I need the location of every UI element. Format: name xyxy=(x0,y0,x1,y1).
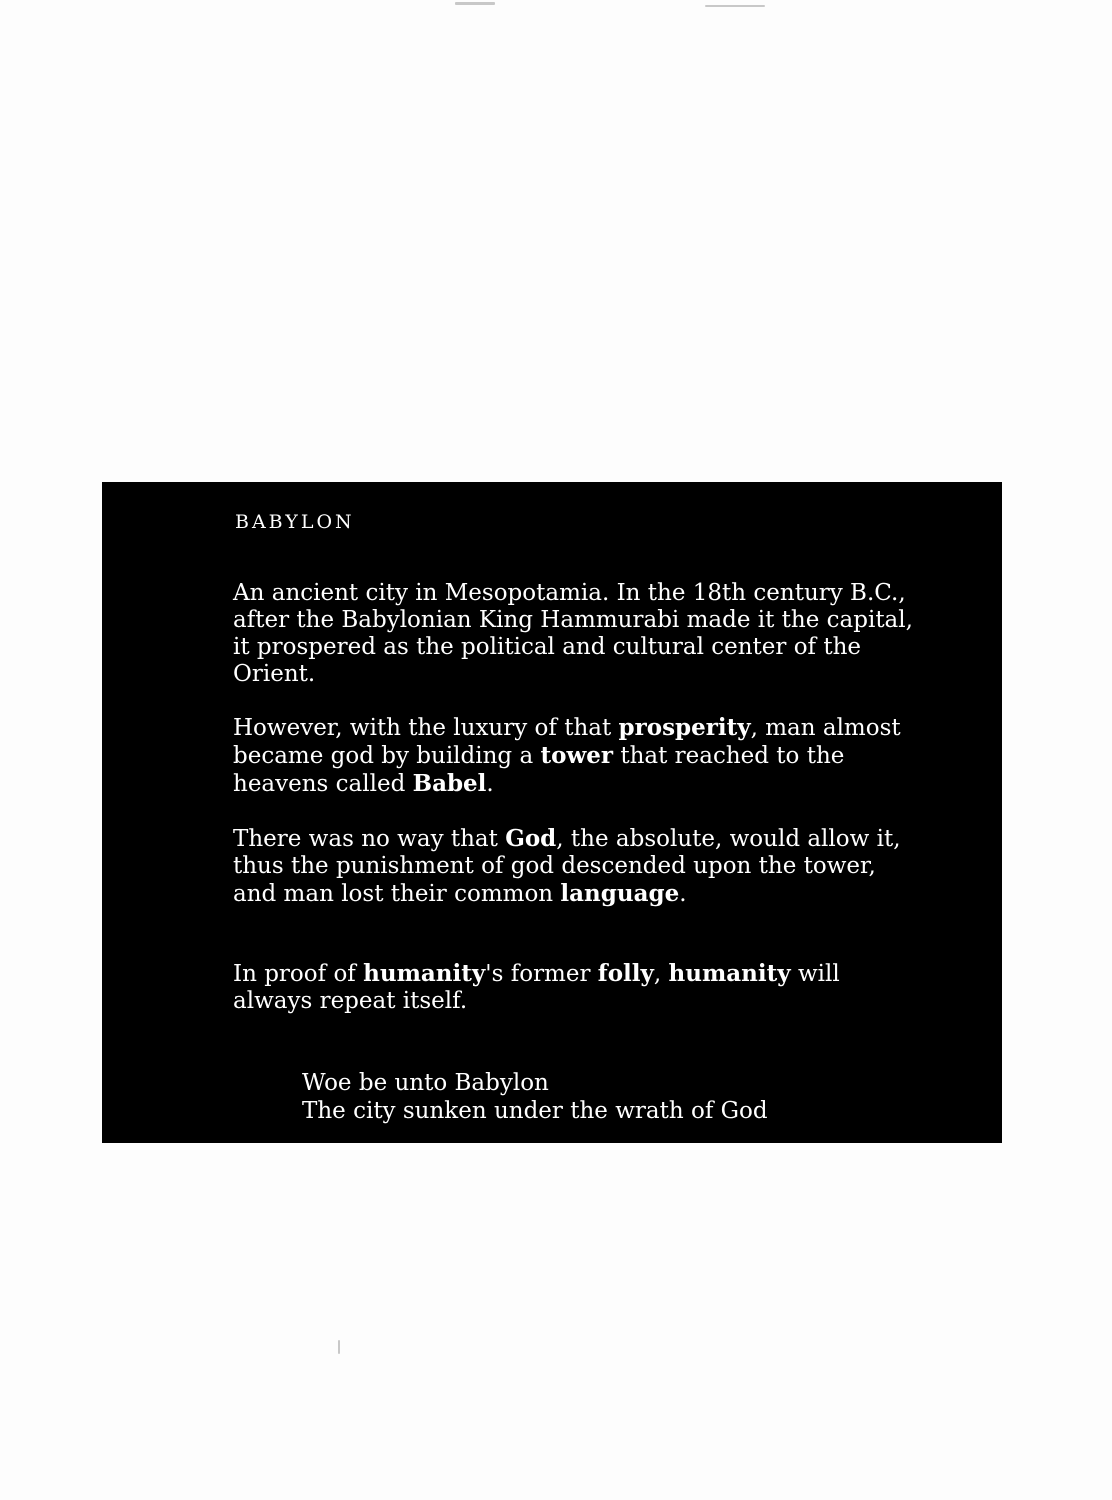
text-span: . xyxy=(679,881,687,907)
text-span: 's former xyxy=(485,961,598,987)
scan-speck xyxy=(455,2,495,5)
text-span: , xyxy=(653,961,669,987)
paragraph-punishment xyxy=(233,825,913,908)
text-span: . xyxy=(486,771,494,797)
text-span: that reached to the heavens called xyxy=(233,743,845,797)
bold-term: humanity xyxy=(363,960,486,987)
text-span: will always repeat itself. xyxy=(233,961,840,1014)
text-span: In proof of xyxy=(233,961,364,987)
text-span: , man almost became god by building a xyxy=(233,715,901,769)
verse-line: Woe be unto Babylon xyxy=(302,1070,549,1096)
paragraph-intro: An ancient city in Mesopotamia. In the 18th century B.C., after the Babylonian King Hammurabi made it the capital, it prospered as the political and cultural center of the Orient. xyxy=(233,580,913,687)
bold-term: folly xyxy=(597,960,654,987)
text-span: , the absolute, would allow it, thus the punishment of god descended upon the tower, and man lost their common xyxy=(233,826,901,907)
verse-line: The city sunken under the wrath of God xyxy=(302,1098,768,1124)
text-span: There was no way that xyxy=(233,826,506,852)
bold-term: prosperity xyxy=(618,714,751,741)
text-span: However, with the luxury of that xyxy=(233,715,619,741)
text-panel xyxy=(102,482,1002,1143)
bold-term: language xyxy=(560,880,680,907)
page-title: BABYLON xyxy=(235,511,355,533)
bold-term: tower xyxy=(540,742,614,769)
bold-term: God xyxy=(505,825,557,852)
bold-term: Babel xyxy=(412,770,487,797)
paragraph-prosperity xyxy=(233,714,913,798)
bold-term: humanity xyxy=(668,960,791,987)
paragraph-folly xyxy=(233,960,913,1015)
closing-verse xyxy=(302,1069,1002,1125)
scan-speck xyxy=(705,5,765,7)
scan-speck xyxy=(338,1340,340,1354)
